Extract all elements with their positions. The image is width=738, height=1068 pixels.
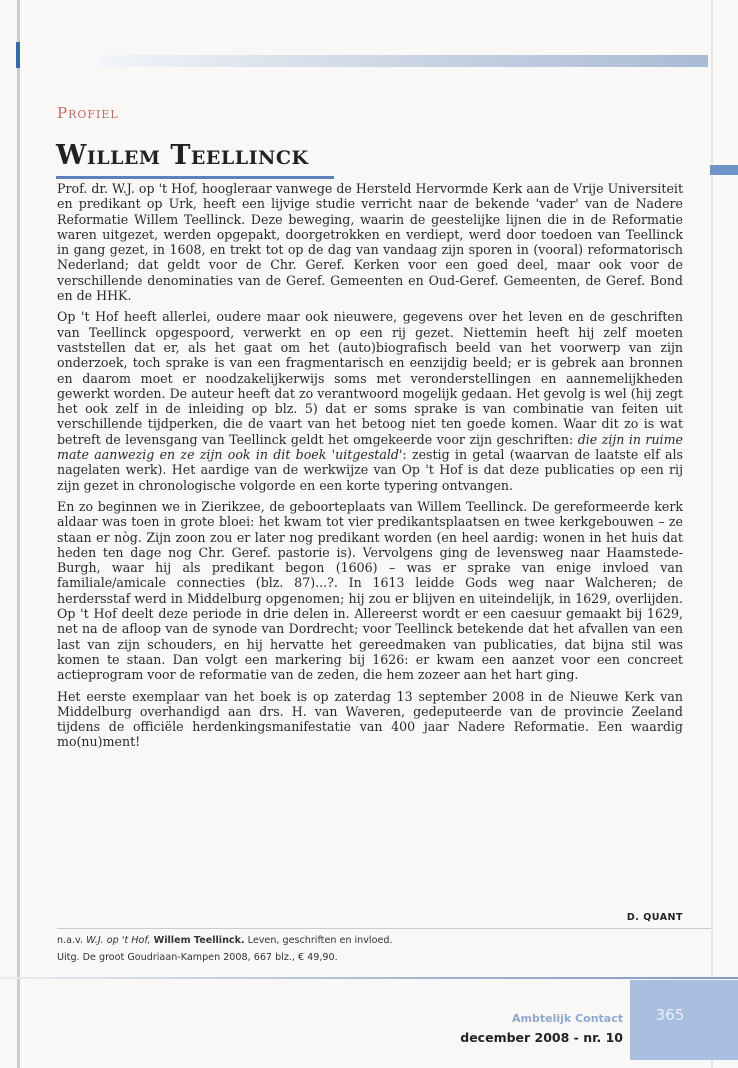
header-color-band: [100, 55, 708, 67]
book-reference: [57, 935, 393, 946]
title-underline: [56, 176, 334, 179]
reference-subtitle: Leven, geschriften en invloed.: [244, 935, 393, 946]
author-signature: [460, 912, 683, 923]
side-tab-marker: [710, 165, 738, 175]
paragraph-2-italic: die zijn in ruime mate aanwezig en ze zijn ook in dit boek 'uitgestald': [57, 431, 683, 463]
journal-name: Ambtelijk Contact: [512, 1012, 623, 1025]
reference-divider: [57, 928, 711, 929]
reference-book-title: Willem Teellinck.: [153, 935, 245, 946]
paragraph-4: Het eerste exemplaar van het boek is op zaterdag 13 september 2008 in de Nieuwe Kerk van Middelburg overhandigd aan drs. H. van Waveren, gedeputeerde van de provincie Zeeland tijdens de officiële herdenkingsmanifestatie van 400 jaar Nadere Reformatie. Een waardig mo(nu)ment!: [57, 688, 683, 750]
page-number: 365: [655, 1006, 685, 1024]
author-name: D. QUANT: [626, 912, 683, 923]
left-margin-marker: [16, 42, 20, 68]
article-body: [57, 181, 683, 756]
reference-author: W.J. op 't Hof,: [86, 935, 151, 946]
right-margin-rule: [711, 0, 713, 1068]
publisher-line: Uitg. De groot Goudriaan-Kampen 2008, 667 blz., € 49,90.: [57, 952, 338, 963]
reference-prefix: n.a.v.: [57, 935, 87, 946]
article-title: Willem Teellinck: [56, 140, 309, 171]
left-margin-rule: [17, 0, 20, 1068]
section-label: Profiel: [57, 104, 119, 122]
paragraph-3: En zo beginnen we in Zierikzee, de geboorteplaats van Willem Teellinck. De gereformeerde kerk aldaar was toen in grote bloei: het kwam tot vier predikantsplaatsen en twee kerkgebouwen – ze staan er nòg. Zijn zoon zou er later nog predikant worden (en heel aardig: wonen in het huis dat heden ten dage nog Chr. Geref. pastorie is). Vervolgens ging de levensweg naar Haamstede-Burgh, waar hij als predikant begon (1606) – was er sprake van enige invloed van familiale/amicale connecties (blz. 87)...?. In 1613 leidde Gods weg naar Walcheren; de herdersstaf werd in Middelburg opgenomen; hij zou er blijven en uiteindelijk, in 1629, overlijden. Op 't Hof deelt deze periode in drie delen in. Allereerst wordt er een caesuur gemaakt bij 1629, net na de afloop van de synode van Dordrecht; voor Teellinck betekende dat het afvallen van een last van zijn schouders, en hij hervatte het gereedmaken van publicaties, dat bijna stil was komen te staan. Dan volgt een markering bij 1626: er kwam een aanzet voor een concreet actieprogram voor de reformatie van de zeden, die hem zozeer aan het hart ging.: [57, 498, 683, 683]
footer-rule: [0, 977, 738, 979]
issue-line: december 2008 - nr. 10: [460, 1030, 623, 1045]
paragraph-1: Prof. dr. W.J. op 't Hof, hoogleraar vanwege de Hersteld Hervormde Kerk aan de Vrije Universiteit en predikant op Urk, heeft een lijvige studie verricht naar de bekende 'vader' van de Nadere Reformatie Willem Teellinck. Deze beweging, waarin de geestelijke lijnen die in de Reformatie waren uitgezet, werden opgepakt, doorgetrokken en verdiept, werd door toedoen van Teellinck in gang gezet, in 1608, en trekt tot op de dag van vandaag zijn sporen in (vooral) reformatorisch Nederland; dat geldt voor de Chr. Geref. Kerken voor een goed deel, maar ook voor de verschillende denominaties van de Geref. Gemeenten en Oud-Geref. Gemeenten, de Geref. Bond en de HHK.: [57, 181, 683, 304]
paragraph-2: [57, 309, 683, 493]
paragraph-2-lead: Op 't Hof heeft allerlei, oudere maar ook nieuwere, gegevens over het leven en de geschriften van Teellinck opgespoord, verwerkt en op een rij gezet. Niettemin heeft hij zelf moeten vaststellen dat er, als het gaat om het (auto)biografisch beeld van het voorwerp van zijn onderzoek, toch sprake is van een fragmentarisch en eenzijdig beeld; er is gebrek aan bronnen en daarom moet er noodzakelijkerwijs soms met veronderstellingen en aannemelijkheden gewerkt worden. De auteur heeft dat zo verantwoord mogelijk gedaan. Het gevolg is wel (hij zegt het ook zelf in de inleiding op blz. 5) dat er soms sprake is van combinatie van feiten uit verschillende tijdperken, die de vaart van het betoog niet ten goede komen. Waar dit zo is wat betreft de levensgang van Teellinck geldt het omgekeerde voor zijn geschriften:: [57, 309, 683, 447]
paragraph-2-tail: : zestig in getal (waarvan de laatste elf als nagelaten werk). Het aardige van de werkwijze van Op 't Hof is dat deze publicaties op een rij zijn gezet in chronologische volgorde en een korte typering ontvangen.: [57, 447, 684, 493]
